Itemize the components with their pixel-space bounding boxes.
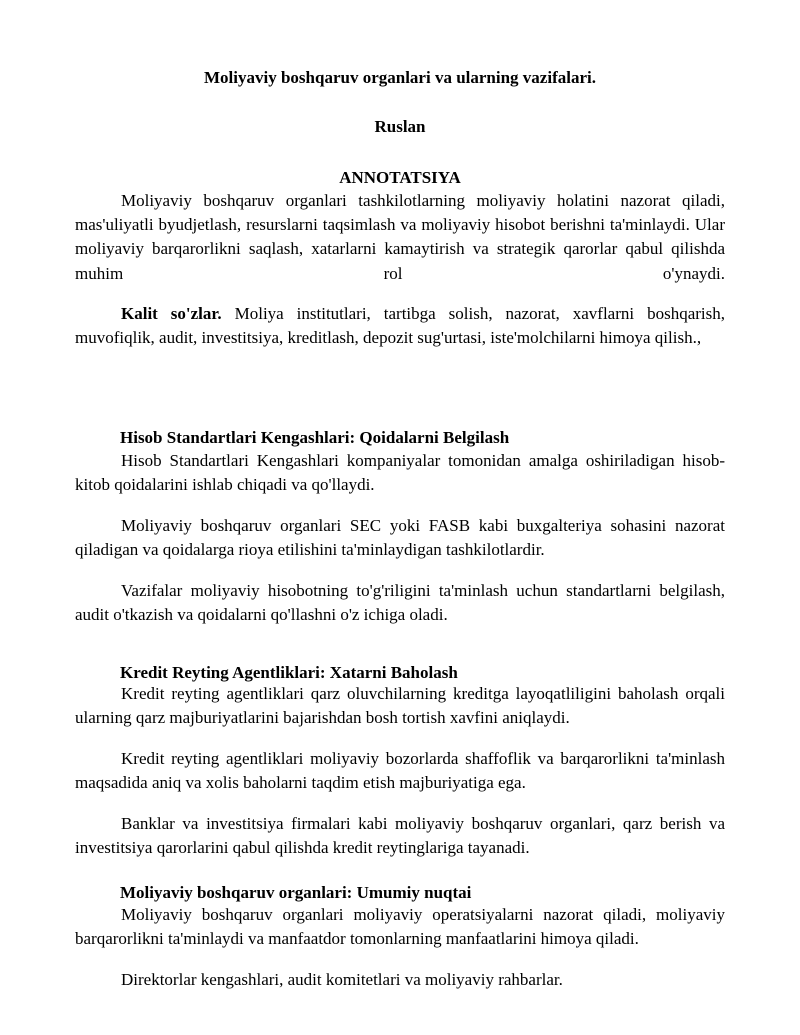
section-heading-credit-rating: Kredit Reyting Agentliklari: Xatarni Baholash (120, 663, 458, 682)
section-heading-overview: Moliyaviy boshqaruv organlari: Umumiy nuqtai (120, 883, 472, 902)
keywords-label: Kalit so'zlar. (121, 304, 222, 323)
document-title: Moliyaviy boshqaruv organlari va ularning vazifalari. (204, 68, 596, 87)
section-2-paragraph-1: Kredit reyting agentliklari qarz oluvchilarning kreditga layoqatliligini baholash orqali ularning qarz majburiyatlarini bajarishdan bosh tortish xavfini aniqlaydi. (75, 684, 725, 728)
abstract-heading: ANNOTATSIYA (339, 168, 461, 187)
section-3-paragraph-1: Moliyaviy boshqaruv organlari moliyaviy operatsiyalarni nazorat qiladi, moliyaviy barqarorlikni ta'minlaydi va manfaatdor tomonlarning manfaatlarini himoya qiladi. (75, 905, 725, 949)
section-1-paragraph-1: Hisob Standartlari Kengashlari kompaniyalar tomonidan amalga oshiriladigan hisob-kitob qoidalarini ishlab chiqadi va qo'llaydi. (75, 451, 725, 495)
section-3-paragraph-2: Direktorlar kengashlari, audit komitetlari va moliyaviy rahbarlar. (121, 970, 563, 989)
author-name: Ruslan (374, 117, 426, 136)
section-heading-accounting-standards: Hisob Standartlari Kengashlari: Qoidalarni Belgilash (120, 428, 510, 447)
section-2-paragraph-2: Kredit reyting agentliklari moliyaviy bozorlarda shaffoflik va barqarorlikni ta'minlash maqsadida aniq va xolis baholarni taqdim etish majburiyatiga ega. (75, 749, 725, 793)
section-1-paragraph-2: Moliyaviy boshqaruv organlari SEC yoki FASB kabi buxgalteriya sohasini nazorat qiladigan va qoidalarga rioya etilishini ta'minlaydigan tashkilotlardir. (75, 516, 725, 560)
abstract-paragraph: Moliyaviy boshqaruv organlari tashkilotlarning moliyaviy holatini nazorat qiladi, mas'uliyatli byudjetlash, resurslarni taqsimlash va moliyaviy hisobot berishni ta'minlaydi. Ular moliyaviy barqarorlikni saqlash, xatarlarni kamaytirish va strategik qarorlar qabul qilishda muhim rol o'ynaydi. (75, 191, 725, 283)
keywords-paragraph (75, 302, 725, 350)
section-1-paragraph-3: Vazifalar moliyaviy hisobotning to'g'riligini ta'minlash uchun standartlarni belgilash, audit o'tkazish va qoidalarni qo'llashni o'z ichiga oladi. (75, 581, 725, 625)
section-2-paragraph-3: Banklar va investitsiya firmalari kabi moliyaviy boshqaruv organlari, qarz berish va investitsiya qarorlarini qabul qilishda kredit reytinglariga tayanadi. (75, 814, 725, 858)
keywords-text: Moliya institutlari, tartibga solish, nazorat, xavflarni boshqarish, muvofiqlik, audit, investitsiya, kreditlash, depozit sug'urtasi, iste'molchilarni himoya qilish., (75, 304, 725, 348)
